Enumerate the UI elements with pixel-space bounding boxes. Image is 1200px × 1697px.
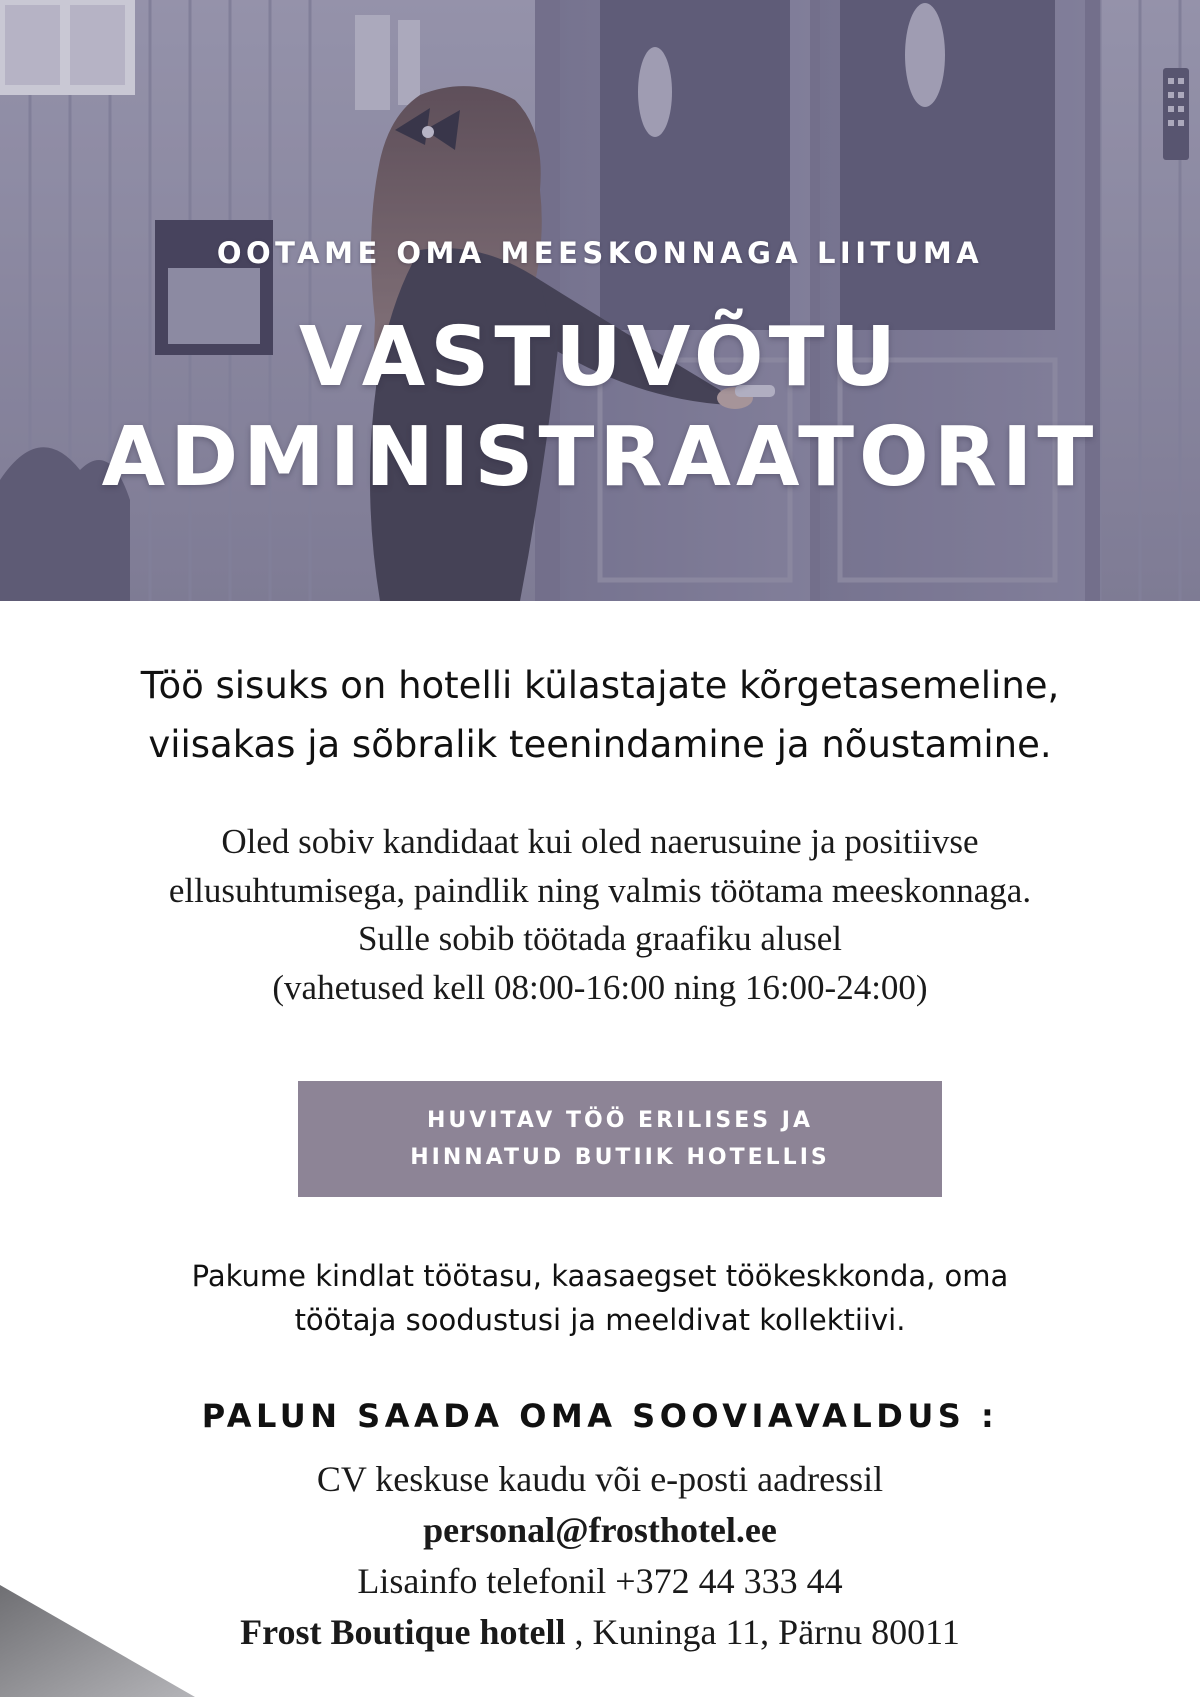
highlight-banner (298, 1081, 942, 1197)
candidate-description-line-3: Sulle sobib töötada graafiku alusel (357, 919, 843, 958)
job-summary-line-2: viisakas ja sõbralik teenindamine ja nõustamine. (148, 723, 1052, 766)
hero-subtitle: OOTAME OMA MEESKONNAGA LIITUMA (216, 236, 984, 270)
decorative-corner-triangle (0, 1585, 210, 1697)
hero-tint-overlay (0, 0, 1200, 601)
job-summary (40, 656, 1160, 774)
benefits-offer-line-1: Pakume kindlat töötasu, kaasaegset töökeskkonda, oma (191, 1259, 1009, 1293)
hero-title-line-1: VASTUVÕTU (298, 310, 902, 405)
benefits-offer (40, 1254, 1160, 1342)
apply-heading: PALUN SAADA OMA SOOVIAVALDUS : (201, 1397, 999, 1435)
hero-title-line-2: ADMINISTRAATORIT (101, 410, 1099, 505)
benefits-offer-line-2: töötaja soodustusi ja meeldivat kollektiivi. (294, 1303, 906, 1337)
candidate-description-line-2: ellusuhtumisega, paindlik ning valmis töötama meeskonnaga. (168, 870, 1032, 910)
candidate-description-line-1: Oled sobiv kandidaat kui oled naerusuine ja positiivse (221, 822, 979, 861)
contact-intro: CV keskuse kaudu või e-posti aadressil (316, 1459, 884, 1499)
email-line (40, 1505, 1160, 1556)
candidate-description-line-4: (vahetused kell 08:00-16:00 ning 16:00-24:00) (272, 967, 928, 1007)
hotel-name: Frost Boutique hotell (240, 1612, 566, 1652)
candidate-description (40, 818, 1160, 1012)
highlight-banner-line-2: HINNATUD BUTIIK HOTELLIS (410, 1145, 830, 1170)
hotel-address: , Kuninga 11, Pärnu 80011 (565, 1612, 960, 1652)
highlight-banner-line-1: HUVITAV TÖÖ ERILISES JA (426, 1108, 814, 1133)
hero-title (0, 308, 1200, 508)
email-link[interactable]: personal@frosthotel.ee (423, 1510, 777, 1550)
hero-photo (0, 0, 1200, 601)
job-summary-line-1: Töö sisuks on hotelli külastajate kõrgetasemeline, (140, 664, 1060, 707)
phone-line: Lisainfo telefonil +372 44 333 44 (357, 1561, 843, 1601)
